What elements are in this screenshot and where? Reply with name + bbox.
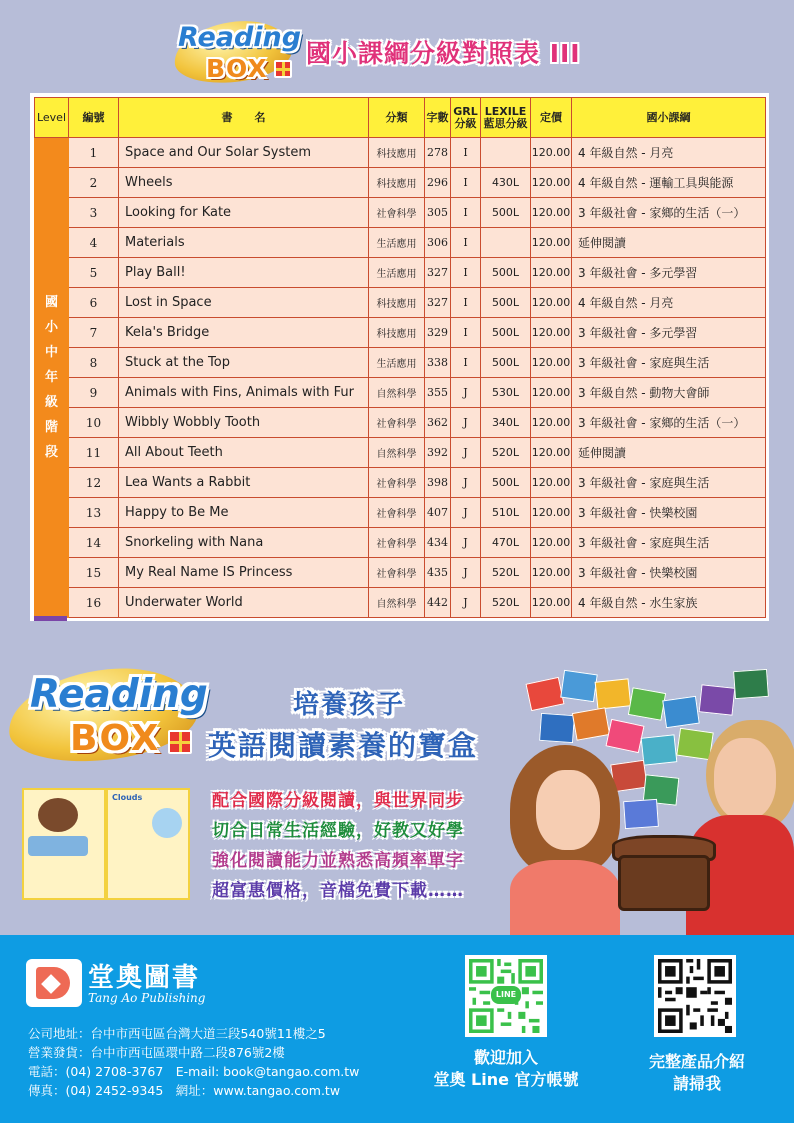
table-row [35, 588, 766, 618]
sales-address: 營業發貨：台中市西屯區環中路二段876號2樓 [28, 1045, 285, 1060]
book-title: Animals with Fins, Animals with Fur [119, 378, 369, 408]
book-number: 5 [69, 258, 119, 288]
book-word-count: 362 [425, 408, 451, 438]
curriculum-table [34, 97, 766, 618]
book-word-count: 338 [425, 348, 451, 378]
book-curriculum: 4 年級自然 - 月亮 [572, 138, 766, 168]
table-row [35, 318, 766, 348]
level-label-char: 小 [44, 320, 58, 335]
table-row [35, 228, 766, 258]
book-grl-level: I [451, 138, 481, 168]
book-lexile-level: 510L [481, 498, 531, 528]
book-curriculum: 3 年級社會 - 快樂校園 [572, 498, 766, 528]
book-lexile-level: 430L [481, 168, 531, 198]
book-grl-level: I [451, 348, 481, 378]
col-lexile [481, 98, 531, 138]
web-caption-line-2: 請掃我 [672, 1074, 721, 1093]
book-price: 120.00 [531, 198, 572, 228]
book-grl-level: J [451, 558, 481, 588]
book-number: 13 [69, 498, 119, 528]
col-word-count: 字數 [425, 98, 451, 138]
line-caption-line-2: 堂奧 Line 官方帳號 [433, 1070, 579, 1089]
book-curriculum: 3 年級社會 - 快樂校園 [572, 558, 766, 588]
book-price: 120.00 [531, 558, 572, 588]
book-price: 120.00 [531, 378, 572, 408]
col-lexile-line2: 藍思分級 [483, 116, 528, 130]
table-row [35, 528, 766, 558]
book-curriculum: 4 年級自然 - 月亮 [572, 288, 766, 318]
book-category: 科技應用 [369, 168, 425, 198]
publisher-english-name: Tang Ao Publishing [88, 991, 206, 1005]
table-row [35, 138, 766, 168]
book-lexile-level: 500L [481, 258, 531, 288]
child-photo-image [38, 798, 78, 832]
table-row [35, 468, 766, 498]
book-title: Snorkeling with Nana [119, 528, 369, 558]
book-grl-level: I [451, 258, 481, 288]
logo-reading-text: Reading [30, 672, 208, 717]
book-number: 3 [69, 198, 119, 228]
table-row [35, 348, 766, 378]
book-price: 120.00 [531, 138, 572, 168]
book-word-count: 392 [425, 438, 451, 468]
book-lexile-level: 520L [481, 438, 531, 468]
book-price: 120.00 [531, 438, 572, 468]
book-category: 生活應用 [369, 258, 425, 288]
book-grl-level: I [451, 228, 481, 258]
book-word-count: 398 [425, 468, 451, 498]
book-curriculum: 3 年級社會 - 家庭與生活 [572, 528, 766, 558]
woman-face-image [714, 738, 776, 820]
book-word-count: 435 [425, 558, 451, 588]
cloud-image [152, 808, 182, 838]
book-category: 生活應用 [369, 348, 425, 378]
book-price: 120.00 [531, 588, 572, 618]
company-address: 公司地址：台中市西屯區台灣大道三段540號11樓之5 [28, 1026, 326, 1041]
feature-4: 超富惠價格，音檔免費下載…… [212, 881, 464, 901]
book-price: 120.00 [531, 528, 572, 558]
book-lexile-level: 520L [481, 588, 531, 618]
book-lexile-level: 500L [481, 318, 531, 348]
reading-box-logo [170, 12, 300, 88]
book-curriculum: 3 年級自然 - 動物大會師 [572, 378, 766, 408]
book-category: 社會科學 [369, 498, 425, 528]
book-grl-level: J [451, 408, 481, 438]
book-title: Lea Wants a Rabbit [119, 468, 369, 498]
table-row [35, 558, 766, 588]
sample-page-left [22, 788, 106, 900]
book-title: Underwater World [119, 588, 369, 618]
book-number: 6 [69, 288, 119, 318]
table-row [35, 408, 766, 438]
book-word-count: 296 [425, 168, 451, 198]
girl-face-image [536, 770, 600, 850]
col-lexile-line1: LEXILE [484, 104, 527, 118]
book-word-count: 305 [425, 198, 451, 228]
book-curriculum: 延伸閱讀 [572, 228, 766, 258]
logo-box-text: BOX [70, 718, 161, 759]
table-header-row [35, 98, 766, 138]
book-category: 自然科學 [369, 588, 425, 618]
table-body [35, 138, 766, 618]
book-grl-level: J [451, 378, 481, 408]
logo-reading-text: Reading [178, 22, 302, 53]
book-word-count: 327 [425, 288, 451, 318]
book-grl-level: J [451, 498, 481, 528]
book-grl-level: I [451, 288, 481, 318]
book-number: 16 [69, 588, 119, 618]
book-category: 社會科學 [369, 528, 425, 558]
col-price: 定價 [531, 98, 572, 138]
promo-section [0, 640, 794, 935]
publisher-name: 堂奧圖書 [88, 963, 201, 993]
page-title: 國小課綱分級對照表 III [306, 39, 581, 68]
table-row [35, 498, 766, 528]
book-curriculum: 延伸閱讀 [572, 438, 766, 468]
fax-website: 傳真：(04) 2452-9345 網址：www.tangao.com.tw [28, 1083, 341, 1098]
book-curriculum: 3 年級社會 - 多元學習 [572, 318, 766, 348]
book-word-count: 329 [425, 318, 451, 348]
gift-icon [274, 60, 292, 78]
book-lexile-level: 500L [481, 288, 531, 318]
book-word-count: 327 [425, 258, 451, 288]
book-curriculum: 3 年級社會 - 家庭與生活 [572, 348, 766, 378]
book-lexile-level [481, 228, 531, 258]
book-category: 生活應用 [369, 228, 425, 258]
promo-photo [500, 650, 794, 935]
sample-book-pages [22, 788, 192, 900]
book-lexile-level: 340L [481, 408, 531, 438]
book-number: 12 [69, 468, 119, 498]
page-footer [0, 935, 794, 1123]
book-number: 15 [69, 558, 119, 588]
book-price: 120.00 [531, 168, 572, 198]
col-grl [451, 98, 481, 138]
book-title: Wibbly Wobbly Tooth [119, 408, 369, 438]
book-price: 120.00 [531, 348, 572, 378]
book-lexile-level: 500L [481, 468, 531, 498]
reading-box-logo-large [8, 658, 208, 773]
page-header [0, 0, 794, 92]
book-curriculum: 3 年級社會 - 家鄉的生活（一） [572, 198, 766, 228]
col-grl-line1: GRL [453, 104, 478, 118]
col-number: 編號 [69, 98, 119, 138]
book-curriculum: 4 年級自然 - 運輸工具與能源 [572, 168, 766, 198]
book-grl-level: J [451, 438, 481, 468]
book-price: 120.00 [531, 258, 572, 288]
book-grl-level: I [451, 198, 481, 228]
book-lexile-level: 520L [481, 558, 531, 588]
book-title: Happy to Be Me [119, 498, 369, 528]
book-price: 120.00 [531, 408, 572, 438]
book-lexile-level: 500L [481, 348, 531, 378]
book-curriculum: 4 年級自然 - 水生家族 [572, 588, 766, 618]
book-lexile-level: 530L [481, 378, 531, 408]
col-level: Level [35, 98, 69, 138]
book-category: 社會科學 [369, 468, 425, 498]
book-word-count: 407 [425, 498, 451, 528]
book-title: Kela's Bridge [119, 318, 369, 348]
book-category: 科技應用 [369, 138, 425, 168]
book-word-count: 442 [425, 588, 451, 618]
level-label-char: 國 [44, 295, 58, 310]
level-label-char: 階 [44, 420, 58, 435]
book-title: Wheels [119, 168, 369, 198]
table-row [35, 258, 766, 288]
level-label-char: 段 [44, 445, 58, 460]
slogan-line-2: 英語閱讀素養的寶盒 [208, 729, 479, 762]
girl-body-image [510, 860, 620, 935]
book-word-count: 434 [425, 528, 451, 558]
book-number: 11 [69, 438, 119, 468]
book-number: 14 [69, 528, 119, 558]
sample-page-right [106, 788, 190, 900]
scene-image [28, 836, 88, 856]
table-row [35, 168, 766, 198]
phone-email: 電話：(04) 2708-3767 E-mail: book@tangao.com.tw [28, 1064, 360, 1079]
book-title: My Real Name IS Princess [119, 558, 369, 588]
logo-box-text: BOX [206, 54, 268, 83]
book-number: 2 [69, 168, 119, 198]
web-caption-line-1: 完整產品介紹 [648, 1052, 745, 1071]
curriculum-table-container [30, 93, 769, 621]
book-lexile-level: 500L [481, 198, 531, 228]
book-word-count: 278 [425, 138, 451, 168]
table-row [35, 198, 766, 228]
book-number: 7 [69, 318, 119, 348]
book-grl-level: I [451, 318, 481, 348]
book-grl-level: J [451, 528, 481, 558]
book-category: 科技應用 [369, 318, 425, 348]
gift-icon [168, 730, 192, 754]
book-lexile-level: 470L [481, 528, 531, 558]
feature-3: 強化閱讀能力並熟悉高頻率單字 [212, 851, 464, 871]
sample-page-title: Clouds [112, 793, 143, 802]
book-grl-level: I [451, 168, 481, 198]
col-grl-line2: 分級 [454, 116, 477, 130]
book-price: 120.00 [531, 468, 572, 498]
table-row [35, 438, 766, 468]
book-grl-level: J [451, 468, 481, 498]
table-row [35, 288, 766, 318]
book-title: Materials [119, 228, 369, 258]
book-title: Space and Our Solar System [119, 138, 369, 168]
book-title: Looking for Kate [119, 198, 369, 228]
book-price: 120.00 [531, 288, 572, 318]
level-label-char: 中 [44, 345, 58, 360]
feature-1: 配合國際分級閱讀，與世界同步 [212, 791, 464, 811]
book-title: Lost in Space [119, 288, 369, 318]
publisher-logo-icon [26, 959, 82, 1007]
book-curriculum: 3 年級社會 - 多元學習 [572, 258, 766, 288]
next-level-tab [34, 616, 67, 621]
website-qr-caption [624, 1051, 770, 1095]
book-word-count: 355 [425, 378, 451, 408]
book-category: 社會科學 [369, 408, 425, 438]
slogan-line-1: 培養孩子 [293, 690, 406, 720]
level-label-char: 級 [44, 395, 58, 410]
book-number: 1 [69, 138, 119, 168]
book-word-count: 306 [425, 228, 451, 258]
book-number: 10 [69, 408, 119, 438]
book-lexile-level [481, 138, 531, 168]
book-title: All About Teeth [119, 438, 369, 468]
level-label [35, 138, 69, 618]
col-curriculum: 國小課綱 [572, 98, 766, 138]
level-label-char: 年 [44, 370, 58, 385]
book-title: Stuck at the Top [119, 348, 369, 378]
col-category: 分類 [369, 98, 425, 138]
book-grl-level: J [451, 588, 481, 618]
qr-code-icon [658, 959, 732, 1033]
book-price: 120.00 [531, 318, 572, 348]
col-title: 書 名 [119, 98, 369, 138]
book-number: 9 [69, 378, 119, 408]
book-category: 自然科學 [369, 378, 425, 408]
book-category: 社會科學 [369, 198, 425, 228]
book-number: 4 [69, 228, 119, 258]
book-curriculum: 3 年級社會 - 家庭與生活 [572, 468, 766, 498]
book-number: 8 [69, 348, 119, 378]
book-price: 120.00 [531, 498, 572, 528]
book-price: 120.00 [531, 228, 572, 258]
line-qr-caption [418, 1047, 594, 1091]
treasure-box-image [618, 855, 710, 911]
book-category: 社會科學 [369, 558, 425, 588]
book-title: Play Ball! [119, 258, 369, 288]
book-category: 自然科學 [369, 438, 425, 468]
website-qr-code[interactable] [654, 955, 736, 1037]
feature-2: 切合日常生活經驗，好教又好學 [212, 821, 464, 841]
line-badge-icon: LINE [491, 986, 521, 1004]
book-category: 科技應用 [369, 288, 425, 318]
table-row [35, 378, 766, 408]
line-caption-line-1: 歡迎加入 [473, 1048, 538, 1067]
book-curriculum: 3 年級社會 - 家鄉的生活（一） [572, 408, 766, 438]
